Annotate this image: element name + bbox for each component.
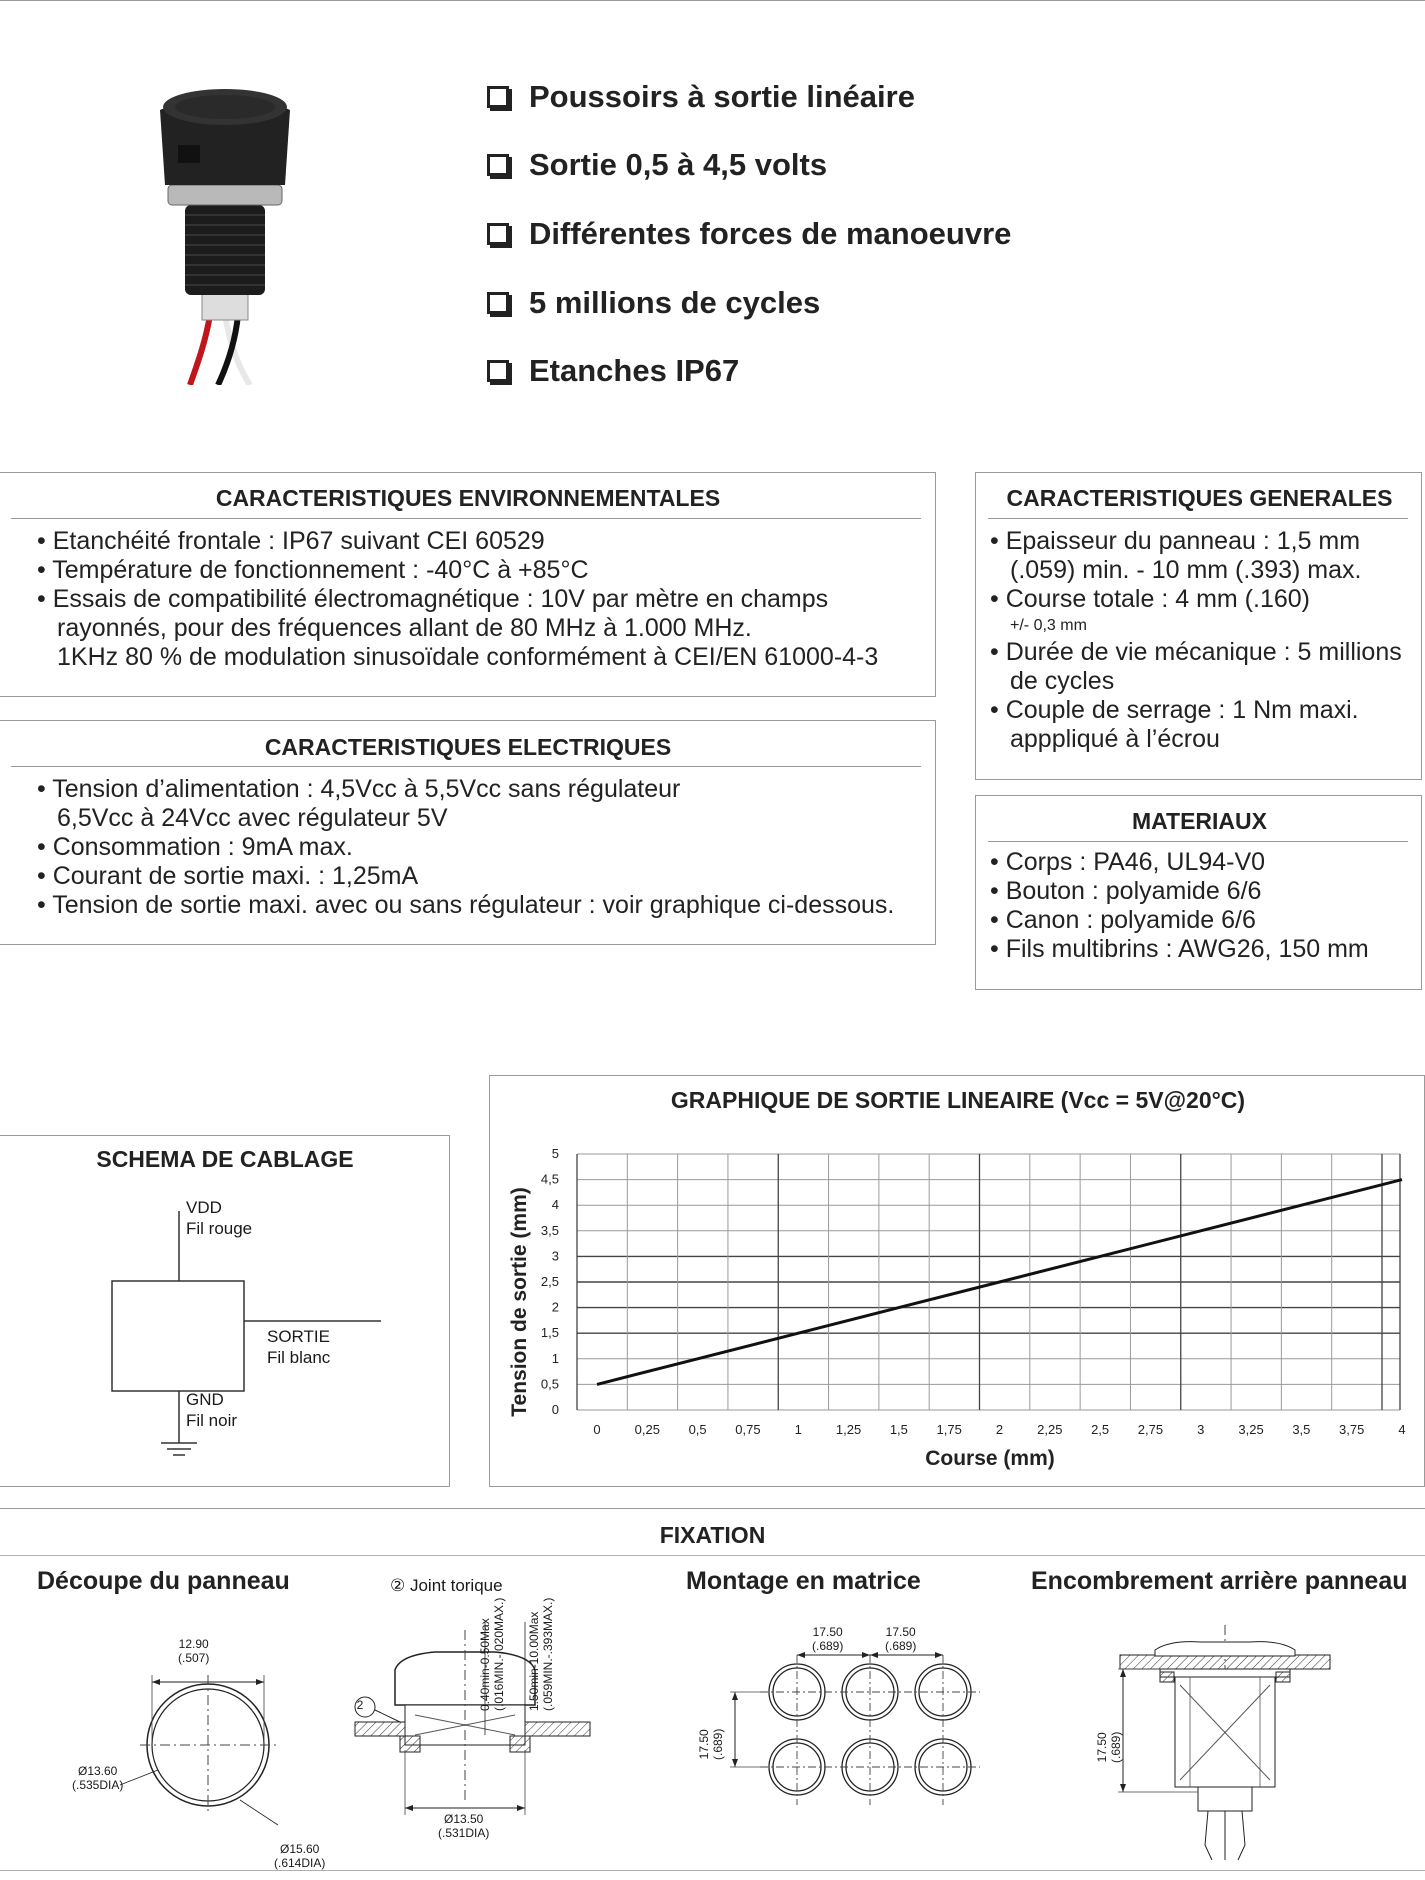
matrix-pitch-dim-2: 17.50 (.689) <box>885 1625 917 1653</box>
y-tick-label: 1 <box>551 1350 559 1366</box>
cutout-width-dim: 12.90 (.507) <box>178 1637 210 1665</box>
y-axis-label: Tension de sortie (mm) <box>508 1187 531 1417</box>
fixation-sub-rule <box>0 1555 1425 1556</box>
y-tick-label: 3 <box>551 1248 559 1264</box>
y-tick-label: 4,5 <box>540 1171 559 1187</box>
x-tick-label: 3,25 <box>1238 1422 1264 1437</box>
pushbutton-product-image <box>150 85 300 385</box>
general-specs-box <box>975 472 1422 780</box>
wiring-schema-title: SCHEMA DE CABLAGE <box>96 1146 354 1172</box>
feature-item-5: Etanches IP67 <box>487 353 739 389</box>
y-tick-label: 3,5 <box>540 1222 559 1238</box>
x-tick-label: 0,5 <box>688 1422 707 1437</box>
top-rule <box>0 0 1425 1</box>
x-tick-label: 2,5 <box>1091 1422 1110 1437</box>
x-tick-label: 3 <box>1197 1422 1205 1437</box>
x-tick-label: 0,75 <box>735 1422 761 1437</box>
oring-title: ② Joint torique <box>390 1576 503 1595</box>
cutout-outer-dia-dim: Ø15.60 (.614DIA) <box>274 1842 326 1870</box>
electrical-specs-box <box>0 720 936 945</box>
gnd-label: GND Fil noir <box>186 1390 238 1430</box>
rear-space-height-dim: 17.50 (.689) <box>1095 1731 1123 1763</box>
environmental-specs-title: CARACTERISTIQUES ENVIRONNEMENTALES <box>215 485 721 511</box>
x-tick-label: 1,75 <box>936 1422 962 1437</box>
x-tick-label: 1 <box>794 1422 802 1437</box>
x-tick-label: 2,25 <box>1037 1422 1063 1437</box>
y-tick-label: 2 <box>551 1299 559 1315</box>
y-tick-label: 5 <box>551 1146 559 1161</box>
environmental-specs-box <box>0 472 936 697</box>
x-tick-label: 0 <box>593 1422 601 1437</box>
electrical-specs-title: CARACTERISTIQUES ELECTRIQUES <box>264 734 672 760</box>
x-tick-label: 1,5 <box>889 1422 908 1437</box>
general-specs-title: CARACTERISTIQUES GENERALES <box>1006 485 1393 511</box>
wiring-schema-box <box>0 1135 450 1487</box>
matrix-mount-title: Montage en matrice <box>686 1567 921 1595</box>
rear-space-title: Encombrement arrière panneau <box>1031 1567 1408 1595</box>
x-tick-label: 2 <box>995 1422 1004 1437</box>
checkbox-icon <box>487 292 509 314</box>
vdd-label: VDD Fil rouge <box>186 1198 253 1238</box>
materials-list: • Corps : PA46, UL94-V0 • Bouton : polyamide 6/6 • Canon : polyamide 6/6 • Fils multibrins : AWG26, 150 mm <box>990 848 1369 963</box>
checkbox-icon <box>487 86 509 108</box>
panel-cutout-drawing <box>60 1620 360 1860</box>
chart-title: GRAPHIQUE DE SORTIE LINEAIRE (Vcc = 5V@20°C) <box>670 1087 1246 1113</box>
feature-item-1: Poussoirs à sortie linéaire <box>487 79 915 115</box>
output-chart-box <box>489 1075 1425 1487</box>
fixation-top-rule <box>0 1508 1425 1509</box>
materials-box <box>975 795 1422 990</box>
panel-thickness-dim: 1.50min-10.00Max (.059MIN.-.393MAX.) <box>527 1597 555 1711</box>
oring-callout: 2 <box>356 1698 364 1712</box>
materials-title: MATERIAUX <box>1131 808 1267 834</box>
feature-item-3: Différentes forces de manoeuvre <box>487 216 1011 252</box>
feature-item-4: 5 millions de cycles <box>487 285 820 321</box>
y-tick-label: 0 <box>551 1402 559 1417</box>
y-tick-label: 1,5 <box>540 1325 559 1341</box>
environmental-specs-list: • Etanchéité frontale : IP67 suivant CEI 60529 • Température de fonctionnement : -40°C à +85°C • Essais de compatibilité électromagnétique : 10V par mètre en champs rayonnés, pour des fréquences allant de 80 MHz à 1.000 MHz. 1KHz 80 % de modulation sinusoïdale conformément à CEI/EN 61000-4-3 <box>37 527 879 671</box>
x-tick-label: 1,25 <box>835 1422 862 1437</box>
y-tick-label: 0,5 <box>540 1376 559 1392</box>
checkbox-icon <box>487 154 509 176</box>
matrix-pitch-dim-1: 17.50 (.689) <box>812 1625 844 1653</box>
cutout-inner-dia-dim: Ø13.60 (.535DIA) <box>72 1764 124 1792</box>
x-tick-label: 4 <box>1398 1422 1406 1437</box>
y-tick-label: 4 <box>551 1197 559 1213</box>
general-specs-list: • Epaisseur du panneau : 1,5 mm (.059) min. - 10 mm (.393) max. • Course totale : 4 mm (.160) +/- 0,3 mm • Durée de vie mécanique : 5 millions de cycles • Couple de serrage : 1 Nm maxi. apppliqué à l’écrou <box>990 527 1402 753</box>
checkbox-icon <box>487 223 509 245</box>
x-tick-label: 0,25 <box>634 1422 660 1437</box>
x-tick-label: 3,5 <box>1292 1422 1311 1437</box>
fixation-title: FIXATION <box>659 1522 766 1548</box>
checkbox-icon <box>487 360 509 382</box>
oring-diameter-dim: Ø13.50 (.531DIA) <box>438 1812 490 1840</box>
panel-cutout-title: Découpe du panneau <box>37 1567 290 1595</box>
matrix-mount-drawing <box>700 1610 1030 1850</box>
output-label: SORTIE Fil blanc <box>267 1327 331 1367</box>
y-tick-label: 2,5 <box>540 1274 559 1289</box>
feature-item-2: Sortie 0,5 à 4,5 volts <box>487 147 827 183</box>
electrical-specs-list: • Tension d’alimentation : 4,5Vcc à 5,5Vcc sans régulateur 6,5Vcc à 24Vcc avec régulateur 5V • Consommation : 9mA max. • Courant de sortie maxi. : 1,25mA • Tension de sortie maxi. avec ou sans régulateur : voir graphique ci-dessous. <box>37 775 895 919</box>
x-axis-label: Course (mm) <box>925 1447 1055 1470</box>
matrix-vertical-pitch-dim: 17.50 (.689) <box>697 1728 725 1760</box>
oring-thickness-dim: 0.40min-0.50Max (.016MIN.-.020MAX.) <box>478 1597 506 1711</box>
x-tick-label: 2,75 <box>1137 1422 1164 1437</box>
wiring-diagram <box>0 1136 449 1486</box>
x-tick-label: 3,75 <box>1339 1422 1365 1437</box>
output-chart <box>490 1076 1424 1486</box>
bottom-rule <box>0 1870 1425 1871</box>
